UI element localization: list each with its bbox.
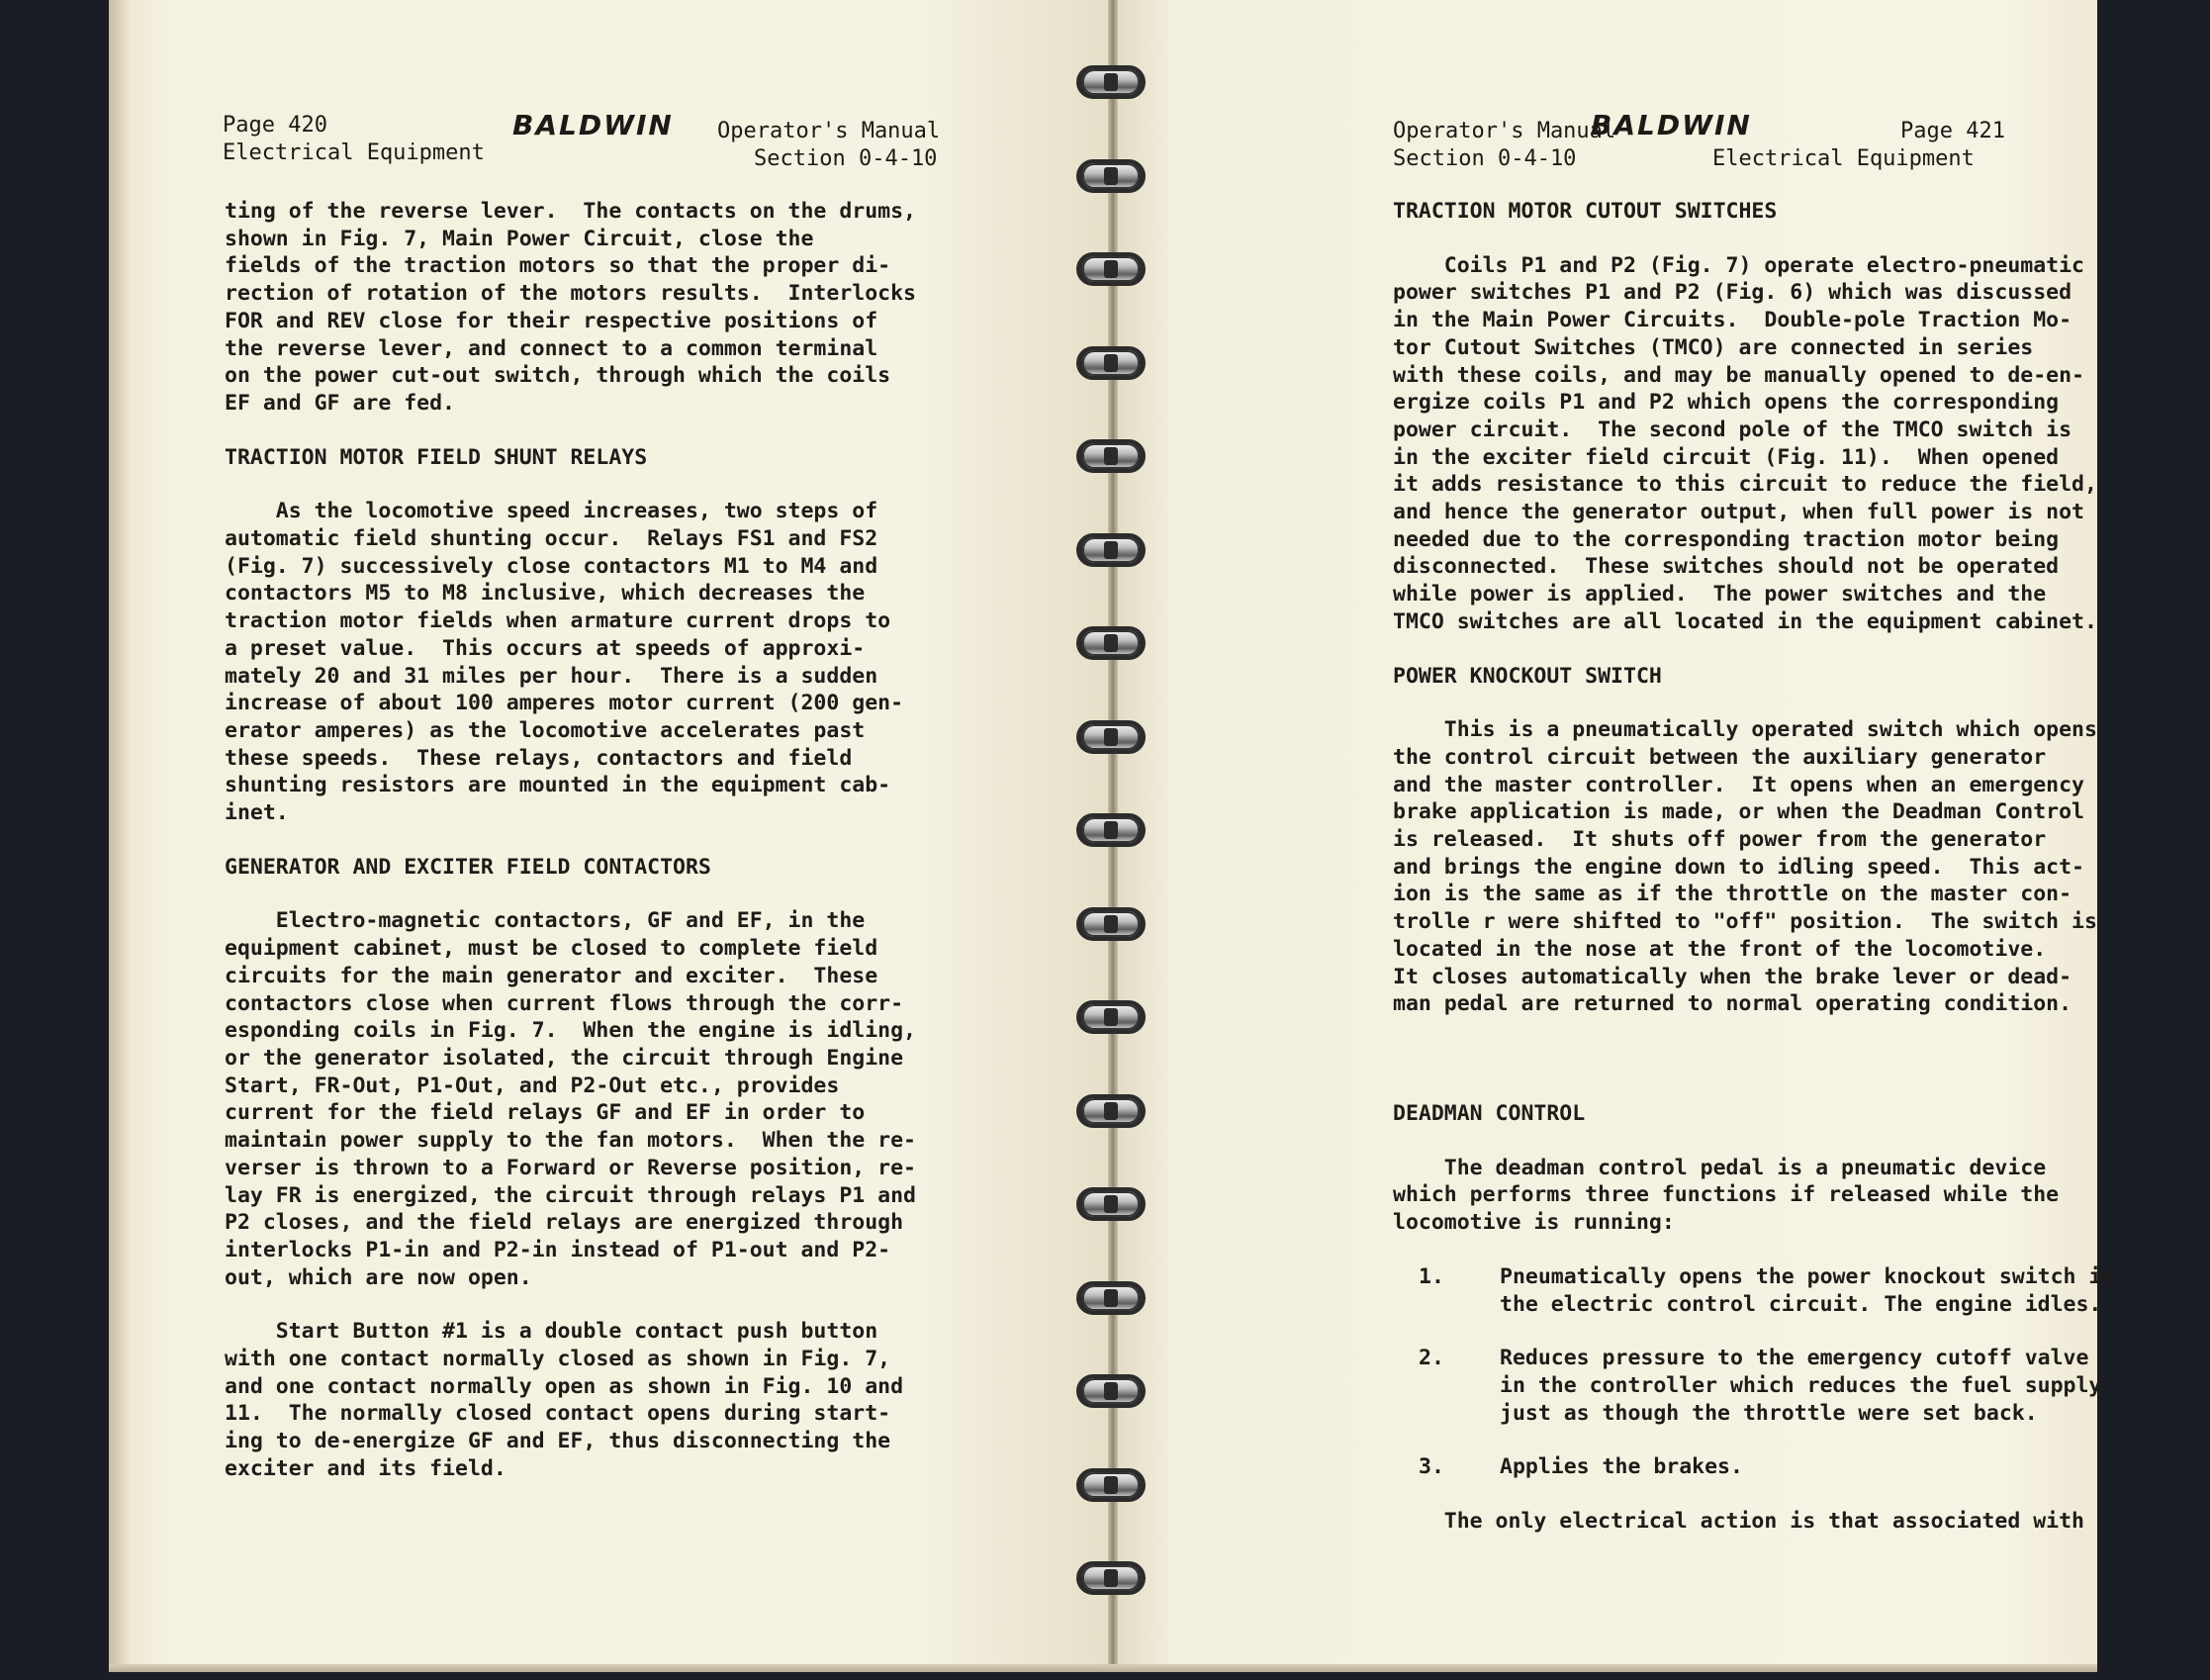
binding-ring (1066, 620, 1157, 666)
list-item (1393, 1453, 2114, 1481)
paragraph: The only electrical action is that associated with (1393, 1509, 2084, 1535)
binding-ring (1066, 714, 1157, 760)
section-heading: TRACTION MOTOR CUTOUT SWITCHES (1393, 199, 1778, 224)
left-page-header (109, 111, 1108, 172)
manual-title: Operator's Manual (1393, 119, 1616, 143)
page-subject: Electrical Equipment (223, 140, 485, 165)
binding-ring (1066, 59, 1157, 105)
list-number: 3. (1419, 1454, 1444, 1480)
binding-ring (1066, 901, 1157, 947)
list-item (1393, 1345, 2114, 1427)
binding-ring (1066, 1181, 1157, 1227)
page-shadow (109, 0, 131, 1672)
binding-ring (1066, 527, 1157, 573)
paragraph: Start Button #1 is a double contact push button with one contact normally closed as shown in Fig. 7, and one contact normally open as shown in Fig. 10 and 11. The normally closed contact opens during start- ing to de-energize GF and EF, thus disconnecting the exciter and its field. (225, 1319, 904, 1481)
open-book (109, 0, 2115, 1672)
binding-ring (1066, 1462, 1157, 1508)
page-subject: Electrical Equipment (1712, 146, 1975, 171)
right-page-body (1393, 198, 2114, 1536)
binding-ring (1066, 1555, 1157, 1601)
section-heading: DEADMAN CONTROL (1393, 1100, 1586, 1126)
list-text: Pneumatically opens the power knockout switch in the electric control circuit. The engine idles. (1500, 1263, 2115, 1317)
left-page (109, 0, 1108, 1672)
right-page (1118, 0, 2115, 1672)
binding-ring (1066, 153, 1157, 199)
binding-ring (1066, 1088, 1157, 1134)
binding-ring (1066, 1275, 1157, 1321)
binding-ring (1066, 246, 1157, 292)
binding-ring (1066, 340, 1157, 386)
binding-ring (1066, 994, 1157, 1040)
brand-logo: BALDWIN (1591, 109, 1752, 141)
list-number: 2. (1419, 1346, 1444, 1371)
list-text: Reduces pressure to the emergency cutoff valve in the controller which reduces the fuel supply just as though the throttle were set back. (1500, 1346, 2102, 1426)
binding-ring (1066, 433, 1157, 479)
paragraph: ting of the reverse lever. The contacts on the drums, shown in Fig. 7, Main Power Circuit, close the fields of the traction motors so that the proper di- rection of rotation of the motors results. Interlocks FOR and REV close for their respective positions of the reverse lever, and connect to a common terminal on the power cut-out switch, through which the coils EF and GF are fed. (225, 199, 916, 416)
section-number: Section 0-4-10 (754, 146, 938, 171)
section-heading: TRACTION MOTOR FIELD SHUNT RELAYS (225, 444, 648, 470)
paragraph: As the locomotive speed increases, two steps of automatic field shunting occur. Relays FS1 and FS2 (Fig. 7) successively close contactors M1 to M4 and contactors M5 to M8 inclusive, which decreases the traction motor fields when armature current drops to a preset value. This occurs at speeds of approxi- mately 20 and 31 miles per hour. There is a sudden increase of about 100 amperes motor current (200 gen- erator amperes) as the locomotive accelerates past these speeds. These relays, contactors and field shunting resistors are mounted in the equipment cab- inet. (225, 499, 904, 826)
list-item (1393, 1263, 2114, 1318)
section-number: Section 0-4-10 (1393, 146, 1577, 171)
page-number: Page 421 (1900, 119, 2005, 143)
paragraph: Coils P1 and P2 (Fig. 7) operate electro-pneumatic power switches P1 and P2 (Fig. 6) which was discussed in the Main Power Circuits. Double-pole Traction Mo- tor Cutout Switches (TMCO) are connected in series with these coils, and may be manually opened to de-en- ergize coils P1 and P2 which opens the corresponding power circuit. The second pole of the TMCO switch is in the exciter field circuit (Fig. 11). When opened it adds resistance to this circuit to reduce the field, and hence the generator output, when full power is not needed due to the corresponding traction motor being disconnected. These switches should not be operated while power is applied. The power switches and the TMCO switches are all located in the equipment cabinet. (1393, 252, 2097, 634)
left-page-body (225, 198, 916, 1483)
list-number: 1. (1419, 1263, 1444, 1289)
page-edge (109, 1664, 2097, 1672)
paragraph: This is a pneumatically operated switch which opens the control circuit between the auxiliary generator and the master controller. It opens when an emergency brake application is made, or when the Deadman Control is released. It shuts off power from the generator and brings the engine down to idling speed. This act- ion is the same as if the throttle on the master con- trolle r were shifted to "off" position. The switch is located in the nose at the front of the locomotive. It closes automatically when the brake lever or dead- man pedal are returned to normal operating condition. (1393, 717, 2097, 1017)
list-text: Applies the brakes. (1500, 1454, 1743, 1480)
brand-logo: BALDWIN (512, 109, 674, 141)
section-heading: POWER KNOCKOUT SWITCH (1393, 663, 1662, 689)
manual-title: Operator's Manual (717, 119, 941, 143)
binding-ring (1066, 1368, 1157, 1414)
paragraph: Electro-magnetic contactors, GF and EF, in the equipment cabinet, must be closed to complete field circuits for the main generator and exciter. These contactors close when current flows through the corr- esponding coils in Fig. 7. When the engine is idling, or the generator isolated, the circuit through Engine Start, FR-Out, P1-Out, and P2-Out etc., provides current for the field relays GF and EF in order to maintain power supply to the fan motors. When the re- verser is thrown to a Forward or Reverse position, re- lay FR is energized, the circuit through relays P1 and P2 closes, and the field relays are energized through interlocks P1-in and P2-in instead of P1-out and P2- out, which are now open. (225, 908, 916, 1290)
right-page-header (1118, 111, 2097, 172)
section-heading: GENERATOR AND EXCITER FIELD CONTACTORS (225, 854, 711, 880)
binding-ring (1066, 807, 1157, 853)
page-number: Page 420 (223, 113, 327, 138)
paragraph: The deadman control pedal is a pneumatic device which performs three functions if released while the locomotive is running: (1393, 1155, 2060, 1236)
